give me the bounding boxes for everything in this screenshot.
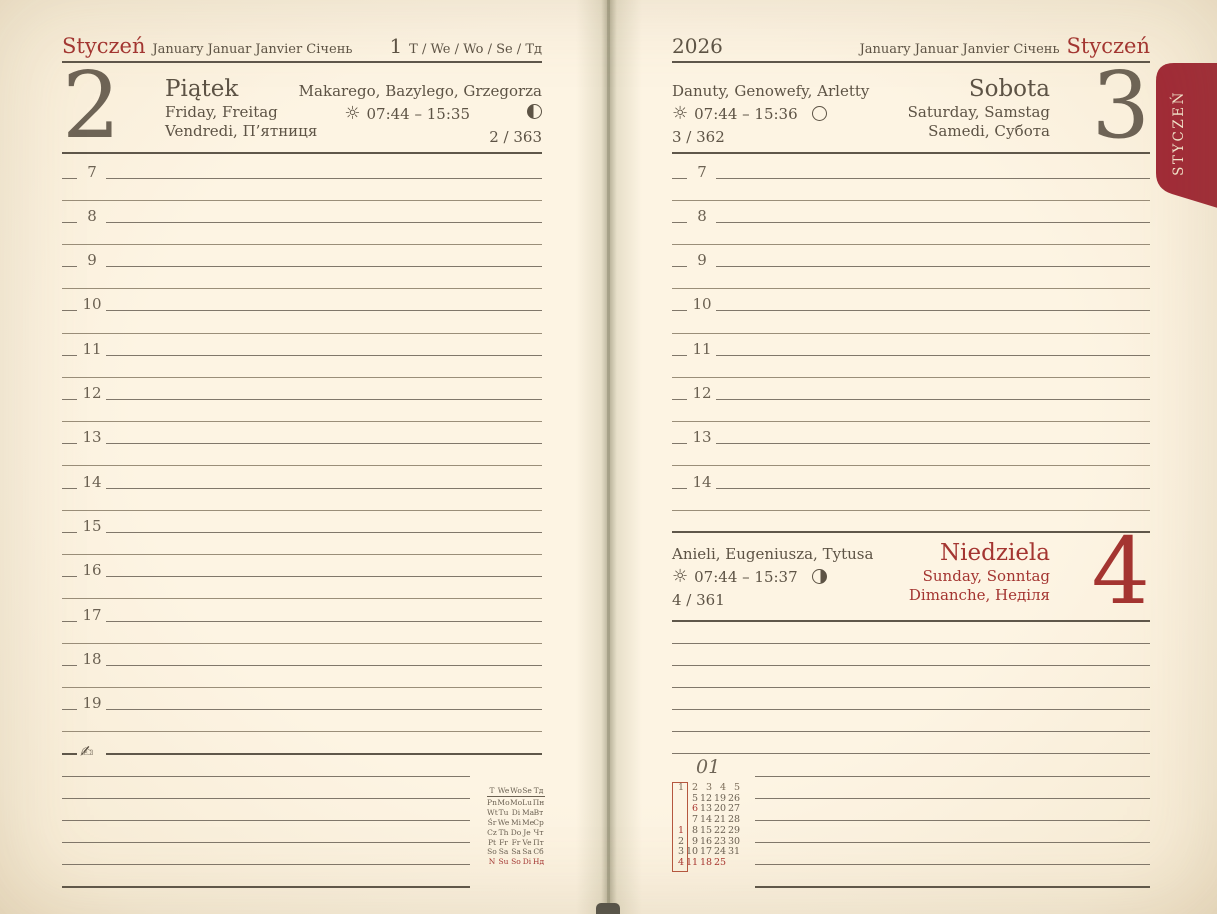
minical-day: 10 — [686, 846, 699, 858]
legend-cell: Mo — [510, 797, 523, 807]
name-days: Anieli, Eugeniusza, Tytusa — [672, 544, 874, 563]
minical-day: 7 — [691, 814, 698, 826]
hour-label: 14 — [82, 472, 102, 491]
legend-cell: Pt — [487, 837, 497, 847]
notes-line — [106, 753, 542, 755]
month-tab — [1156, 63, 1217, 208]
ruled-line — [62, 621, 77, 622]
day4-number: 4 — [1091, 518, 1150, 625]
day4-head-rule — [672, 620, 1150, 622]
ruled-line — [716, 399, 1150, 400]
legend-cell: Ср — [533, 817, 544, 827]
legend-cell: Pn — [487, 797, 497, 807]
minical-day: 30 — [728, 835, 741, 847]
ruled-line — [62, 421, 542, 422]
minical-day-row — [672, 826, 742, 837]
ruled-line — [716, 355, 1150, 356]
ruled-line — [62, 864, 470, 865]
sun-icon: ☼ — [344, 103, 361, 124]
legend-cell: Wo — [510, 786, 522, 795]
minical-week-number: 3 — [705, 782, 712, 793]
minical-day — [728, 858, 742, 869]
ruled-line — [106, 443, 542, 444]
weekday-names — [165, 76, 317, 140]
ruled-line — [672, 266, 687, 267]
minical-day: 20 — [714, 803, 727, 815]
month-name-primary: Styczeń — [62, 34, 146, 58]
legend-cell: Di — [522, 857, 532, 867]
ruled-line — [716, 443, 1150, 444]
ruled-line — [106, 399, 542, 400]
hour-label: 9 — [87, 251, 97, 270]
hour-label: 12 — [82, 384, 102, 402]
ruled-line — [62, 443, 77, 444]
ruled-line — [672, 753, 1150, 754]
ruled-line — [62, 510, 542, 511]
legend-cell: Wt — [487, 807, 498, 817]
day3-number: 3 — [1091, 52, 1150, 159]
minical-day: 6 — [691, 803, 698, 815]
ruled-line — [106, 532, 542, 533]
ruled-line — [672, 731, 1150, 732]
sunrise-sunset: 07:44 – 15:36 — [694, 104, 798, 123]
minical-day: 9 — [691, 835, 698, 847]
minical-day: 26 — [728, 792, 741, 804]
legend-cell: Su — [498, 857, 509, 867]
hour-label: 18 — [82, 649, 102, 668]
hour-label: 7 — [697, 162, 707, 181]
hour-label: 13 — [692, 428, 712, 447]
year-label: 2026 — [672, 34, 723, 58]
sunrise-sunset: 07:44 – 15:37 — [694, 567, 798, 586]
hour-label: 11 — [692, 339, 712, 358]
minical-day: 23 — [714, 835, 727, 847]
left-page — [62, 0, 545, 914]
ruled-line — [62, 333, 542, 334]
legend-cell: Вт — [533, 807, 544, 817]
week-info — [389, 34, 542, 58]
day-of-year: 4 / 361 — [672, 590, 725, 609]
month-tab-label: STYCZEŃ — [1171, 90, 1187, 176]
legend-cell: Sa — [498, 847, 509, 857]
ruled-line — [62, 222, 77, 223]
day-head-rule — [672, 152, 1150, 154]
right-page — [672, 0, 1150, 914]
sun-row — [299, 102, 542, 125]
ruled-line — [62, 598, 542, 599]
legend-cell: Je — [523, 827, 531, 837]
ruled-line — [62, 178, 77, 179]
minical-day: 16 — [700, 835, 713, 847]
legend-cell: N — [488, 857, 496, 867]
ruled-line — [716, 266, 1150, 267]
legend-row — [487, 838, 545, 848]
legend-cell: T — [489, 786, 495, 795]
legend-cell: Fr — [511, 837, 521, 847]
minical-day: 11 — [686, 856, 699, 868]
ruled-line — [106, 310, 542, 311]
legend-row — [487, 828, 545, 838]
minical-day: 12 — [700, 792, 713, 804]
legend-cell: Пт — [533, 837, 544, 847]
ruled-line — [62, 244, 542, 245]
sun-icon: ☼ — [672, 566, 689, 587]
legend-row — [487, 857, 545, 867]
mini-calendar-month: 01 — [696, 756, 721, 778]
legend-cell: Di — [511, 807, 521, 817]
moon-phase-icon — [812, 106, 827, 121]
ruled-line — [672, 709, 1150, 710]
ruled-line — [672, 421, 1150, 422]
ruled-line — [62, 488, 77, 489]
ruled-line — [62, 532, 77, 533]
hour-label: 8 — [697, 206, 707, 225]
day3-meta — [672, 79, 869, 148]
notes-line-tick — [62, 753, 77, 755]
minical-day: 5 — [691, 792, 698, 804]
ruled-line — [672, 465, 1150, 466]
weekday-line2: Saturday, Samstag — [907, 103, 1050, 121]
ruled-line — [62, 377, 542, 378]
ruled-line — [62, 776, 470, 777]
hour-label: 8 — [87, 206, 97, 225]
legend-cell: Th — [498, 827, 509, 837]
ruled-line — [716, 488, 1150, 489]
hour-label: 10 — [692, 295, 712, 314]
minical-day: 18 — [700, 856, 713, 868]
day-head-rule — [62, 152, 542, 154]
legend-cell: So — [487, 847, 497, 857]
ruled-line — [716, 310, 1150, 311]
legend-cell: Mo — [497, 797, 510, 807]
legend-cell: Sa — [522, 847, 532, 857]
ruled-line — [672, 531, 1150, 533]
ruled-line — [106, 355, 542, 356]
ruled-line — [672, 178, 687, 179]
minical-day: 17 — [700, 846, 713, 858]
minical-week-number: 1 — [677, 782, 684, 793]
header-rule — [672, 61, 1150, 63]
ruled-line — [672, 643, 1150, 644]
month-name-primary: Styczeń — [1066, 34, 1150, 58]
weekday-primary: Niedziela — [940, 540, 1050, 566]
day-of-year: 2 / 363 — [489, 127, 542, 146]
hour-label: 12 — [692, 384, 712, 402]
legend-cell: Fr — [499, 837, 508, 847]
ruled-line — [62, 465, 542, 466]
ruled-line — [62, 709, 77, 710]
legend-cell: Ve — [522, 837, 532, 847]
pen-icon: ✍ — [80, 742, 94, 761]
weekday-line3: Vendredi, П’ятниця — [165, 121, 318, 140]
hour-label: 16 — [82, 561, 102, 580]
name-days: Makarego, Bazylego, Grzegorza — [298, 81, 542, 100]
ruled-line — [62, 266, 77, 267]
moon-phase-icon — [527, 104, 542, 119]
legend-cell: Tu — [498, 807, 509, 817]
day-meta — [299, 79, 542, 148]
minical-week-number: 2 — [691, 782, 698, 793]
ruled-line — [106, 488, 542, 489]
week-number: 1 — [389, 34, 403, 58]
ruled-line — [62, 687, 542, 688]
minical-day: 19 — [714, 792, 727, 804]
ruled-line — [62, 200, 542, 201]
ruled-line — [672, 310, 687, 311]
hour-label: 10 — [82, 295, 102, 314]
name-days: Danuty, Genowefy, Arletty — [672, 81, 870, 100]
ruled-line — [62, 288, 542, 289]
legend-cell: Ma — [522, 807, 535, 817]
minical-day: 31 — [728, 846, 741, 858]
hour-label: 11 — [82, 339, 102, 358]
minical-day: 4 — [677, 856, 684, 868]
day-of-year: 3 / 362 — [672, 127, 725, 146]
ruled-line — [672, 355, 687, 356]
sunrise-sunset: 07:44 – 15:35 — [366, 104, 470, 123]
legend-row — [487, 818, 545, 828]
legend-row — [487, 808, 545, 818]
hour-label: 13 — [82, 428, 102, 447]
minical-week-number: 4 — [719, 782, 726, 793]
ruled-line — [672, 222, 687, 223]
hour-label: 19 — [82, 694, 102, 713]
ruled-line — [62, 554, 542, 555]
weekday-legend — [487, 786, 545, 867]
month-name-translations: January Januar Janvier Січень — [859, 42, 1060, 57]
ruled-line — [62, 310, 77, 311]
ruled-line — [62, 355, 77, 356]
ruled-line — [106, 222, 542, 223]
weekday-line2: Friday, Freitag — [165, 103, 278, 121]
legend-cell: Lu — [522, 797, 532, 807]
binding-notch — [596, 903, 620, 914]
ruled-line — [62, 643, 542, 644]
minical-day: 25 — [714, 856, 727, 868]
moon-phase-icon — [812, 569, 827, 584]
minical-day: 14 — [700, 814, 713, 826]
ruled-line — [755, 864, 1150, 865]
ruled-line — [672, 488, 687, 489]
ruled-line — [62, 399, 77, 400]
ruled-line — [672, 244, 1150, 245]
ruled-line — [672, 443, 687, 444]
week-abbreviations: T / We / Wo / Se / Тд — [409, 42, 542, 57]
legend-cell: Mi — [510, 817, 522, 827]
minical-day: 8 — [691, 824, 698, 836]
ruled-line — [106, 621, 542, 622]
minical-day: 13 — [700, 803, 713, 815]
weekday-primary: Sobota — [968, 76, 1050, 102]
hour-label: 17 — [82, 605, 102, 624]
ruled-line — [755, 776, 1150, 777]
legend-cell: Sa — [511, 847, 521, 857]
minical-day: 15 — [700, 824, 713, 836]
weekday-line2: Sunday, Sonntag — [922, 567, 1050, 585]
legend-cell: Śr — [487, 817, 497, 827]
ruled-line — [672, 687, 1150, 688]
minical-day: 24 — [714, 846, 727, 858]
right-page-header — [672, 34, 1150, 60]
legend-cell: Me — [522, 817, 535, 827]
legend-cell: Cz — [487, 827, 497, 837]
day3-weekday-names — [908, 76, 1050, 140]
legend-row — [487, 798, 545, 808]
legend-cell: So — [511, 857, 521, 867]
minical-day: 28 — [728, 814, 741, 826]
day4-weekday-names — [909, 540, 1050, 604]
legend-cell: We — [497, 786, 510, 795]
minical-day — [672, 804, 686, 815]
legend-cell: Do — [510, 827, 522, 837]
ruled-line — [62, 798, 470, 799]
ruled-line — [62, 665, 77, 666]
minical-day: 1 — [677, 824, 684, 836]
ruled-line — [755, 886, 1150, 888]
book-spine-crease — [607, 0, 610, 914]
ruled-line — [716, 222, 1150, 223]
ruled-line — [672, 200, 1150, 201]
ruled-line — [672, 510, 1150, 511]
left-page-header — [62, 34, 542, 60]
ruled-line — [672, 288, 1150, 289]
hour-label: 14 — [692, 472, 712, 491]
minical-day: 27 — [728, 803, 741, 815]
ruled-line — [672, 665, 1150, 666]
ruled-line — [755, 798, 1150, 799]
ruled-line — [62, 731, 542, 732]
ruled-line — [672, 377, 1150, 378]
minical-day: 22 — [714, 824, 727, 836]
ruled-line — [106, 576, 542, 577]
legend-cell: Пн — [532, 797, 545, 807]
mini-calendar — [672, 783, 742, 869]
legend-header-row — [487, 786, 545, 797]
ruled-line — [62, 576, 77, 577]
minical-week-number: 5 — [733, 782, 740, 793]
minical-day: 2 — [677, 835, 684, 847]
hour-label: 15 — [82, 516, 102, 535]
ruled-line — [62, 842, 470, 843]
hour-label: 7 — [87, 162, 97, 181]
legend-cell: Тд — [533, 786, 544, 795]
legend-cell: Нд — [532, 857, 545, 867]
ruled-line — [755, 820, 1150, 821]
ruled-line — [106, 266, 542, 267]
ruled-line — [716, 178, 1150, 179]
minical-day: 21 — [714, 814, 727, 826]
sun-row — [672, 565, 873, 588]
ruled-line — [62, 886, 470, 888]
day4-meta — [672, 542, 873, 611]
ruled-line — [672, 333, 1150, 334]
header-rule — [62, 61, 542, 63]
legend-cell: Se — [522, 786, 532, 795]
weekday-line3: Dimanche, Неділя — [908, 585, 1050, 604]
ruled-line — [672, 399, 687, 400]
minical-day: 29 — [728, 824, 741, 836]
weekday-primary: Piątek — [165, 76, 239, 102]
day-number: 2 — [62, 52, 121, 159]
month-name-translations: January Januar Janvier Січень — [152, 42, 353, 57]
legend-cell: We — [497, 817, 510, 827]
hour-label: 9 — [697, 251, 707, 270]
weekday-line3: Samedi, Субота — [928, 121, 1050, 140]
minical-day-row — [672, 858, 742, 869]
ruled-line — [106, 178, 542, 179]
minical-day — [672, 794, 686, 805]
ruled-line — [755, 842, 1150, 843]
ruled-line — [106, 665, 542, 666]
minical-day: 3 — [677, 846, 684, 858]
legend-cell: Чт — [533, 827, 544, 837]
sun-row — [672, 102, 869, 125]
sun-icon: ☼ — [672, 103, 689, 124]
legend-cell: Сб — [533, 847, 544, 857]
ruled-line — [62, 820, 470, 821]
legend-row — [487, 847, 545, 857]
ruled-line — [106, 709, 542, 710]
